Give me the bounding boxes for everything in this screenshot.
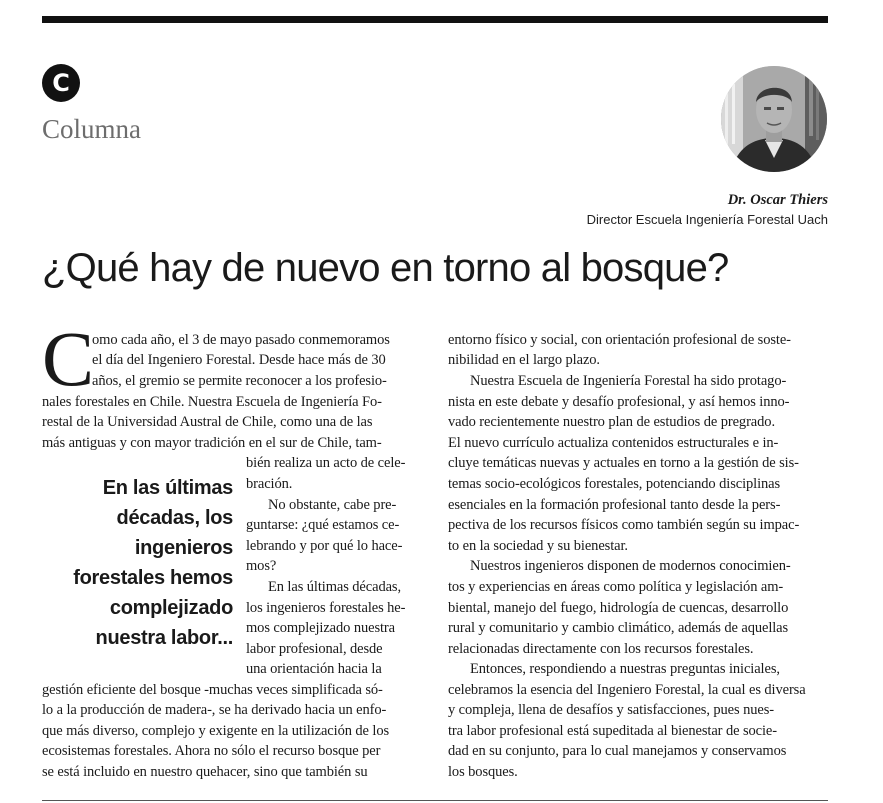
body-line: el día del Ingeniero Forestal. Desde hace más de 30 <box>92 352 386 368</box>
pullquote-line: décadas, los <box>116 507 233 529</box>
body-line: bración. <box>246 476 293 492</box>
body-line: vado recientemente nuestro plan de estudios de pregrado. <box>448 414 775 430</box>
body-line: mos complejizado nuestra <box>246 620 396 636</box>
body-line: biental, manejo del fuego, hidrología de cuencas, desarrollo <box>448 600 789 616</box>
body-line: tra labor profesional está supeditada al bienestar de socie- <box>448 723 777 739</box>
body-line: años, el gremio se permite reconocer a los profesio- <box>92 373 387 389</box>
body-line: mos? <box>246 558 277 574</box>
body-line: los ingenieros forestales he- <box>246 600 406 616</box>
body-line: En las últimas décadas, <box>268 579 401 595</box>
body-line: pectiva de los recursos físicos como también según su impac- <box>448 517 800 533</box>
body-line: lo a la producción de madera-, se ha derivado hacia un enfo- <box>42 702 387 718</box>
body-line: esenciales en la formación profesional tanto desde la pers- <box>448 497 781 513</box>
top-rule <box>42 16 828 23</box>
body-line: Nuestros ingenieros disponen de modernos conocimien- <box>470 558 791 574</box>
drop-cap: C <box>42 315 95 402</box>
body-line: Entonces, respondiendo a nuestras preguntas iniciales, <box>470 661 780 677</box>
body-line: El nuevo currículo actualiza contenidos estructurales e in- <box>448 435 779 451</box>
body-line: restal de la Universidad Austral de Chile, como una de las <box>42 414 373 430</box>
body-line: nista en este debate y desafío profesional, y así hemos inno- <box>448 394 790 410</box>
body-line: más antiguas y con mayor tradición en el sur de Chile, tam- <box>42 435 382 451</box>
body-line: labor profesional, desde <box>246 641 383 657</box>
body-line: to en la sociedad y su bienestar. <box>448 538 628 554</box>
author-title: Director Escuela Ingeniería Forestal Uach <box>586 212 828 227</box>
body-line: ecosistemas forestales. Ahora no sólo el recurso bosque per <box>42 743 381 759</box>
bottom-rule <box>42 800 828 801</box>
body-line: los bosques. <box>448 764 518 780</box>
body-line: relacionadas directamente con los recursos forestales. <box>448 641 754 657</box>
pullquote-line: complejizado <box>109 597 233 619</box>
body-line: dad en su conjunto, para lo cual manejamos y conservamos <box>448 743 787 759</box>
body-line: temas socio-ecológicos forestales, potenciando disciplinas <box>448 476 781 492</box>
pullquote-line: En las últimas <box>102 477 233 499</box>
headline: ¿Qué hay de nuevo en torno al bosque? <box>42 246 729 290</box>
body-line: omo cada año, el 3 de mayo pasado conmemoramos <box>92 332 390 348</box>
body-line: nibilidad en el largo plazo. <box>448 352 600 368</box>
pullquote-line: ingenieros <box>134 537 233 559</box>
body-line: No obstante, cabe pre- <box>268 497 397 513</box>
body-line: tos y experiencias en áreas como política y legislación am- <box>448 579 784 595</box>
pullquote-line: forestales hemos <box>73 567 233 589</box>
body-line: gestión eficiente del bosque -muchas veces simplificada só- <box>42 682 383 698</box>
body-line: lebrando y por qué lo hace- <box>246 538 403 554</box>
body-line: bién realiza un acto de cele- <box>246 455 406 471</box>
body-line: se está incluido en nuestro quehacer, sino que también su <box>42 764 368 780</box>
body-line: celebramos la esencia del Ingeniero Forestal, la cual es diversa <box>448 682 806 698</box>
body-line: nales forestales en Chile. Nuestra Escuela de Ingeniería Fo- <box>42 394 382 410</box>
body-line: que más diverso, complejo y exigente en la utilización de los <box>42 723 390 739</box>
body-line: cluye temáticas nuevas y actuales en torno a la gestión de sis- <box>448 455 799 471</box>
section-label: Columna <box>42 114 141 144</box>
body-line: entorno físico y social, con orientación profesional de soste- <box>448 332 791 348</box>
body-line: y compleja, llena de desafíos y satisfacciones, pues nues- <box>448 702 774 718</box>
author-portrait <box>721 66 827 172</box>
body-line: rural y comunitario y cambio climático, además de aquellas <box>448 620 789 636</box>
body-line: Nuestra Escuela de Ingeniería Forestal ha sido protago- <box>470 373 787 389</box>
pullquote-line: nuestra labor... <box>95 627 233 649</box>
author-name: Dr. Oscar Thiers <box>727 192 828 208</box>
body-line: una orientación hacia la <box>246 661 382 677</box>
column-badge-icon: C <box>42 64 80 102</box>
body-line: guntarse: ¿qué estamos ce- <box>246 517 400 533</box>
